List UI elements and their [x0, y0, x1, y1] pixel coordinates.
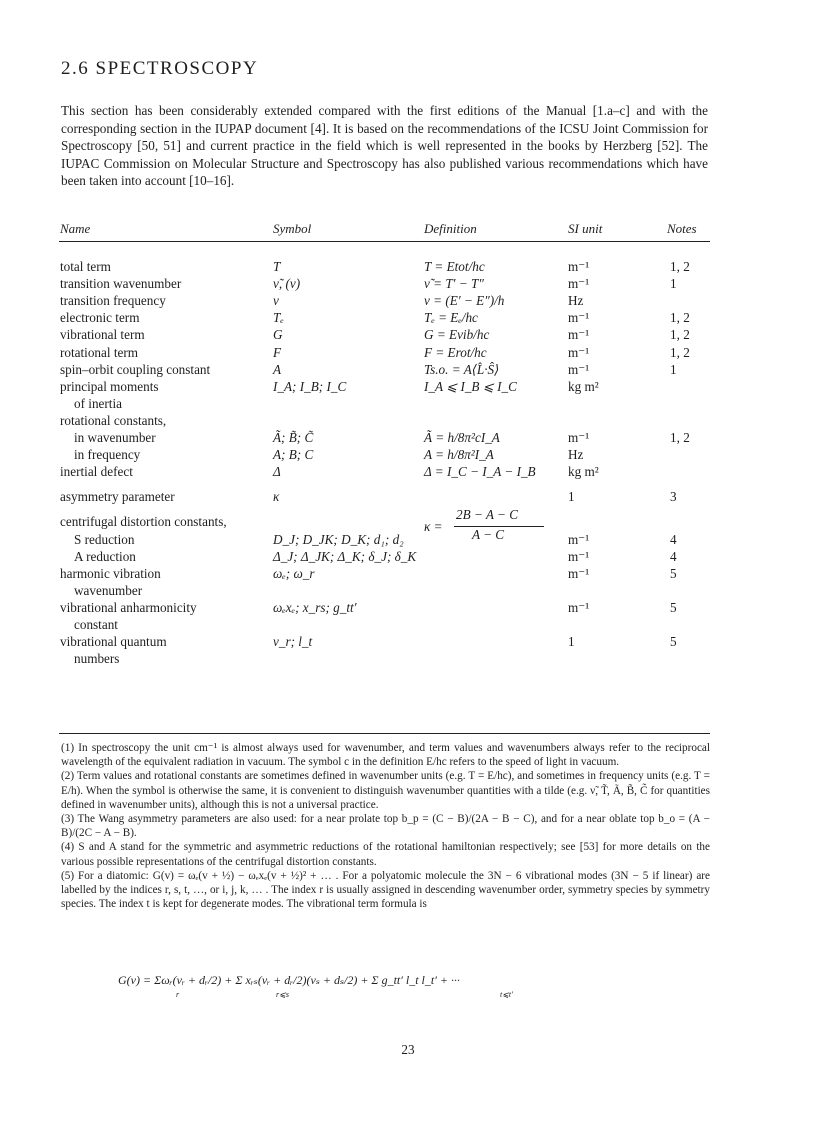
- cell-name: transition wavenumber: [60, 276, 182, 292]
- kappa-numerator: 2B − A − C: [456, 507, 519, 522]
- cell-si-unit: m⁻¹: [568, 259, 590, 274]
- cell-notes: 1: [670, 361, 677, 377]
- cell-si-unit: 1: [568, 634, 575, 650]
- footnote-1: (1) In spectroscopy the unit cm⁻¹ is almost always used for wavenumber, and term values and wavenumbers always refer to the reciprocal wavelength of the equivalent radiation in vacuum. The symbol c in the definition E/hc refers to the speed of light in vacuum.: [61, 742, 710, 769]
- cell-si-unit: Hz: [568, 447, 584, 463]
- cell-definition: ν̃ = T′ − T″: [424, 276, 484, 292]
- table-row: [0, 429, 816, 446]
- kappa-denominator: A − C: [472, 527, 505, 542]
- table-row: [0, 531, 816, 548]
- footnote-5: (5) For a diatomic: G(v) = ωₑ(v + ½) − ωₑxₑ(v + ½)² + … . For a polyatomic molecule the 3N − 6 vibrational modes (3N − 5 if linear) are labelled by the indices r, s, t, …, or i, j, k, … . The index r is usually assigned in descending wavenumber order, symmetry species by symmetry species. The index t is kept for degenerate modes. The vibrational term formula is: [61, 869, 710, 911]
- table-row: [0, 513, 816, 530]
- cell-definition: F = Erot/hc: [424, 344, 487, 360]
- header-si-unit: SI unit: [568, 221, 603, 236]
- table-row: [0, 378, 816, 395]
- cell-symbol: Δ_J; Δ_JK; Δ_K; δ_J; δ_K: [273, 548, 417, 564]
- cell-si-unit: m⁻¹: [568, 599, 590, 615]
- cell-si-unit: Hz: [568, 293, 584, 309]
- table-row: [0, 395, 816, 412]
- cell-name: total term: [60, 259, 111, 274]
- cell-si-unit: 1: [568, 489, 575, 505]
- cell-notes: 4: [670, 548, 677, 564]
- cell-name: principal moments: [60, 378, 159, 394]
- cell-si-unit: m⁻¹: [568, 548, 590, 564]
- cell-notes: 5: [670, 599, 677, 615]
- page-number: 23: [401, 1042, 415, 1057]
- cell-name: constant: [74, 617, 118, 632]
- cell-symbol: F: [273, 344, 282, 360]
- table-row: [0, 326, 816, 343]
- cell-si-unit: m⁻¹: [568, 430, 590, 445]
- table-row: [0, 292, 816, 309]
- table-row: [0, 344, 816, 361]
- cell-name: of inertia: [74, 395, 122, 411]
- header-symbol: Symbol: [273, 221, 312, 236]
- table-row: [0, 463, 816, 480]
- cell-notes: 5: [670, 565, 677, 581]
- cell-name: inertial defect: [60, 464, 133, 480]
- cell-notes: 5: [670, 634, 677, 650]
- header-definition: Definition: [424, 221, 477, 236]
- cell-name: harmonic vibration: [60, 565, 161, 581]
- cell-definition: T = Etot/hc: [424, 259, 485, 274]
- cell-si-unit: m⁻¹: [568, 531, 590, 547]
- cell-symbol: Tₑ: [273, 310, 284, 326]
- table-row: [0, 309, 816, 326]
- cell-symbol: ωₑ; ω_r: [273, 565, 315, 581]
- cell-definition: G = Evib/hc: [424, 327, 490, 343]
- formula-subscript-3: t⩽t′: [500, 990, 513, 999]
- table-row: [0, 565, 816, 582]
- cell-notes: 4: [670, 531, 677, 547]
- cell-si-unit: m⁻¹: [568, 361, 590, 377]
- cell-definition: Ts.o. = A⟨L̂·Ŝ⟩: [424, 361, 500, 377]
- cell-si-unit: kg m²: [568, 464, 599, 480]
- cell-si-unit: m⁻¹: [568, 310, 590, 326]
- cell-name: rotational term: [60, 344, 138, 360]
- cell-symbol: T: [273, 259, 281, 274]
- cell-name: vibrational anharmonicity: [60, 599, 197, 615]
- table-row: [0, 599, 816, 616]
- cell-si-unit: m⁻¹: [568, 327, 590, 343]
- intro-paragraph: This section has been considerably extended compared with the first editions of the Manual [1.a–c] and with the corresponding section in the IUPAP document [4]. It is based on the recommendations of the ICSU Joint Commission for Spectroscopy [50, 51] and current practice in the field which is well represented in the books by Herzberg [52]. The IUPAC Commission on Molecular Structure and Spectroscopy has also published various recommendations which have been taken into account [10–16].: [61, 103, 708, 189]
- section-title: 2.6 SPECTROSCOPY: [61, 58, 259, 79]
- table-bottom-rule: [59, 733, 710, 734]
- cell-symbol: A; B; C: [273, 447, 314, 463]
- cell-name: wavenumber: [74, 582, 143, 598]
- cell-name: in wavenumber: [74, 430, 156, 445]
- table-row: [0, 446, 816, 463]
- header-notes: Notes: [667, 221, 697, 236]
- cell-symbol: ν̃, (ν): [273, 276, 301, 292]
- table-row: [0, 616, 816, 633]
- table-row: [0, 412, 816, 429]
- cell-si-unit: m⁻¹: [568, 565, 590, 581]
- header-name: Name: [60, 221, 91, 236]
- cell-name: A reduction: [74, 548, 136, 564]
- footnotes: [61, 741, 710, 911]
- table-row: [0, 275, 816, 292]
- cell-name: electronic term: [60, 310, 140, 326]
- table-row: [0, 258, 816, 275]
- asymmetry-definition: [424, 507, 554, 547]
- cell-name: numbers: [74, 651, 120, 667]
- cell-symbol: κ: [273, 489, 280, 505]
- cell-symbol: G: [273, 327, 283, 343]
- cell-name: asymmetry parameter: [60, 489, 175, 505]
- cell-name: S reduction: [74, 531, 135, 547]
- cell-symbol: Δ: [273, 464, 281, 480]
- table-row: [0, 633, 816, 650]
- kappa-lhs: κ =: [424, 519, 443, 534]
- vibrational-term-formula: G(v) = Σωᵣ(vᵣ + dᵣ/2) + Σ xᵣₛ(vᵣ + dᵣ/2)(vₛ + dₛ/2) + Σ g_tt′ l_t l_t′ + ···: [118, 973, 460, 987]
- cell-si-unit: m⁻¹: [568, 344, 590, 360]
- cell-notes: 1, 2: [670, 259, 690, 274]
- cell-notes: 1, 2: [670, 430, 690, 445]
- cell-symbol: A: [273, 361, 282, 377]
- footnote-4: (4) S and A stand for the symmetric and asymmetric reductions of the rotational hamiltonian respectively; see [53] for more details on the various possible representations of the centrifugal distortion constants.: [61, 841, 710, 868]
- table-row: [0, 488, 816, 505]
- cell-symbol: ν: [273, 293, 279, 309]
- table-row: [0, 582, 816, 599]
- cell-name: centrifugal distortion constants,: [60, 514, 227, 530]
- cell-symbol: I_A; I_B; I_C: [273, 378, 347, 394]
- table-row: [0, 650, 816, 667]
- cell-definition: A = h/8π²I_A: [424, 447, 494, 463]
- cell-name: spin–orbit coupling constant: [60, 361, 211, 377]
- cell-notes: 3: [670, 489, 677, 505]
- footnote-3: (3) The Wang asymmetry parameters are also used: for a near prolate top b_p = (C − B)/(2A − B − C), and for a near oblate top b_o = (A − B)/(2C − A − B).: [61, 813, 710, 840]
- cell-name: in frequency: [74, 447, 141, 463]
- formula-subscript-2: r⩽s: [276, 990, 289, 999]
- cell-symbol: Ã; B̃; C̃: [273, 430, 314, 445]
- table-row: [0, 548, 816, 565]
- cell-definition: Δ = I_C − I_A − I_B: [424, 464, 536, 480]
- cell-definition: Tₑ = Eₑ/hc: [424, 310, 478, 326]
- footnote-2: (2) Term values and rotational constants are sometimes defined in wavenumber units (e.g. T = E/hc), and sometimes in frequency units (e.g. T = E/h). When the symbol is otherwise the same, it is convenient to distinguish wavenumber quantities with a tilde (e.g. ν̃, T̃, Ã, B̃, C̃ for quantities defined in wavenumber units), although this is not a universal practice.: [61, 770, 710, 811]
- cell-notes: 1, 2: [670, 310, 690, 326]
- cell-si-unit: kg m²: [568, 378, 599, 394]
- cell-definition: ν = (E′ − E″)/h: [424, 293, 505, 309]
- cell-name: transition frequency: [60, 293, 166, 309]
- formula-subscript-1: r: [176, 990, 180, 999]
- cell-symbol: v_r; l_t: [273, 634, 313, 650]
- table-top-rule: [59, 241, 710, 242]
- cell-definition: I_A ⩽ I_B ⩽ I_C: [424, 378, 517, 394]
- cell-symbol: D_J; D_JK; D_K; d₁; d₂: [273, 531, 404, 547]
- cell-name: vibrational quantum: [60, 634, 167, 650]
- cell-notes: 1, 2: [670, 344, 690, 360]
- table-row: [0, 361, 816, 378]
- cell-symbol: ωₑxₑ; x_rs; g_tt′: [273, 599, 357, 615]
- cell-name: vibrational term: [60, 327, 145, 343]
- cell-definition: Ã = h/8π²cI_A: [424, 430, 500, 445]
- cell-notes: 1: [670, 276, 677, 292]
- cell-notes: 1, 2: [670, 327, 690, 343]
- cell-name: rotational constants,: [60, 412, 167, 428]
- cell-si-unit: m⁻¹: [568, 276, 590, 292]
